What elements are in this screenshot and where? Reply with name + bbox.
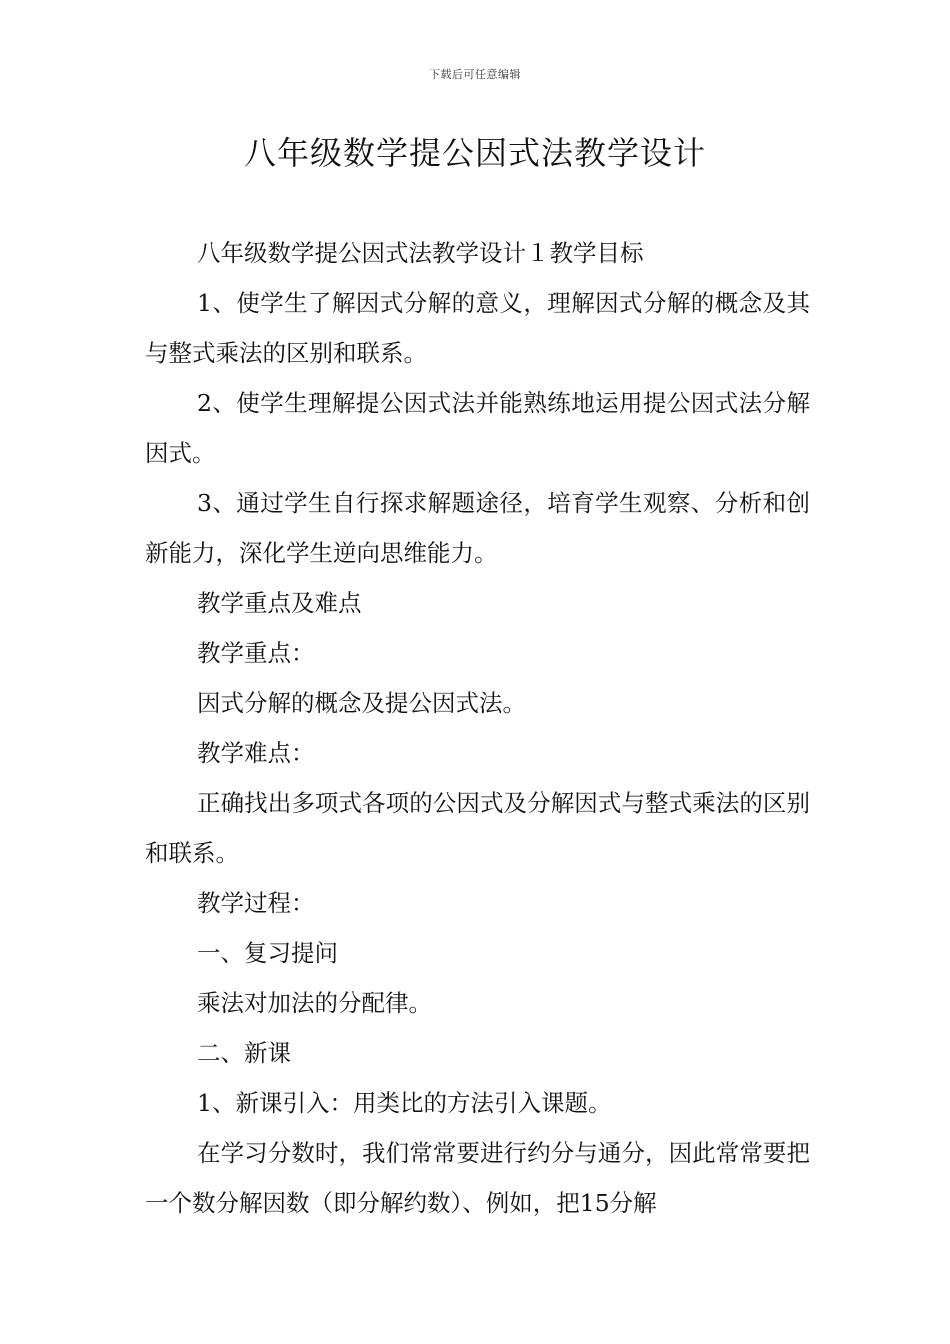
paragraph-review-item: 乘法对加法的分配律。 [197,989,432,1017]
paragraph-review-heading: 一、复习提问 [197,939,338,967]
paragraph-goal-1: 1、使学生了解因式分解的意义，理解因式分解的概念及其与整式乘法的区别和联系。 [145,289,810,367]
paragraph-heading: 八年级数学提公因式法教学设计１教学目标 [197,239,644,267]
document-body [145,228,810,1228]
header-note: 下载后可任意编辑 [429,68,521,81]
paragraph-difficulty: 正确找出多项式各项的公因式及分解因式与整式乘法的区别和联系。 [145,789,810,867]
paragraph-process-label: 教学过程： [197,889,315,917]
paragraph-fraction-example: 在学习分数时，我们常常要进行约分与通分，因此常常要把一个数分解因数（即分解约数）、例如，把15分解 [145,1139,810,1217]
paragraph-new-lesson-intro: 1、新课引入：用类比的方法引入课题。 [197,1089,612,1117]
paragraph-goal-3: 3、通过学生自行探求解题途径，培育学生观察、分析和创新能力，深化学生逆向思维能力。 [145,489,810,567]
paragraph-key-point-label: 教学重点： [197,639,315,667]
paragraph-new-lesson-heading: 二、新课 [197,1039,291,1067]
paragraph-difficulty-label: 教学难点： [197,739,315,767]
paragraph-key-point: 因式分解的概念及提公因式法。 [197,689,526,717]
paragraph-key-points-heading: 教学重点及难点 [197,589,362,617]
paragraph-goal-2: 2、使学生理解提公因式法并能熟练地运用提公因式法分解因式。 [145,389,810,467]
document-title: 八年级数学提公因式法教学设计 [243,134,706,172]
